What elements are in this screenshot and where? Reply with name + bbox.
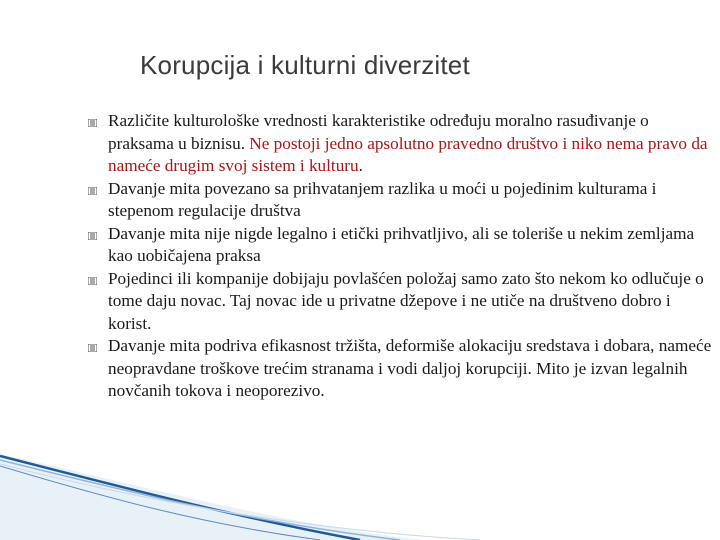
decorative-wave xyxy=(0,440,720,540)
bullet-icon xyxy=(88,119,97,127)
bullet-text-3: Davanje mita nije nigde legalno i etički prihvatljivo, ali se toleriše u nekim zemljama kao uobičajena praksa xyxy=(108,223,695,265)
bullet-text-1b: . xyxy=(358,156,363,175)
bullet-text-2: Davanje mita povezano sa prihvatanjem razlika u moći u pojedinim kulturama i stepenom regulacije društva xyxy=(108,178,657,220)
bullet-icon xyxy=(88,277,97,285)
bullet-text-4: Pojedinci ili kompanije dobijaju povlašćen položaj samo zato što nekom ko odlučuje o tome daju novac. Taj novac ide u privatne džepove i ne utiče na društveno dobro i korist. xyxy=(108,268,704,333)
bullet-icon xyxy=(88,344,97,352)
bullet-text-1-highlight: Ne postoji jedno apsolutno pravedno društvo i niko nema pravo da nameće drugim svoj sistem i kulturu xyxy=(108,133,708,175)
bullet-list xyxy=(88,110,714,403)
bullet-icon xyxy=(88,232,97,240)
bullet-item-4 xyxy=(88,268,714,336)
bullet-text-1a: Različite kulturološke vrednosti karakteristike određuju moralno rasuđivanje o praksama u biznisu. xyxy=(108,111,649,153)
bullet-item-1 xyxy=(88,110,714,178)
bullet-item-2 xyxy=(88,178,714,223)
bullet-icon xyxy=(88,187,97,195)
bullet-item-3 xyxy=(88,223,714,268)
bullet-text-5: Davanje mita podriva efikasnost tržišta, deformiše alokaciju sredstava i dobara, nameće neopravdane troškove trećim stranama i vodi daljoj korupciji. Mito je izvan legalnih novčanih tokova i neoporezivo. xyxy=(108,336,712,400)
slide-title: Korupcija i kulturni diverzitet xyxy=(140,50,470,80)
bullet-item-5 xyxy=(88,335,714,403)
